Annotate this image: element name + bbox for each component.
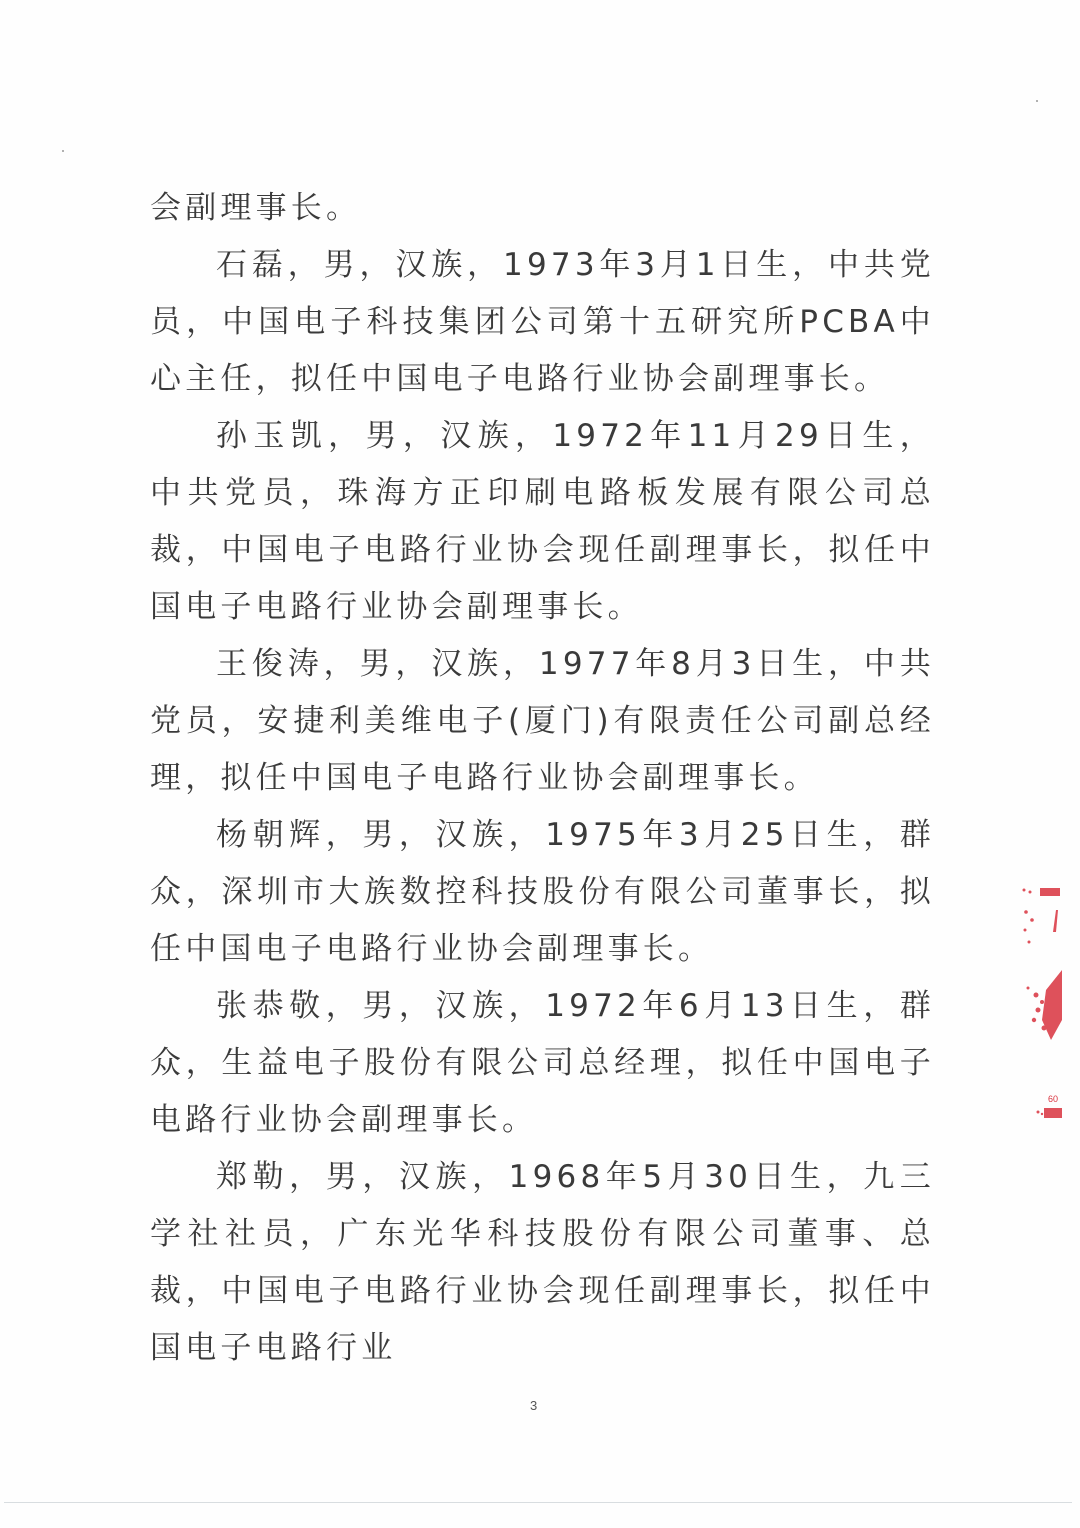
paragraph-wang-juntao: 王俊涛，男，汉族，1977年8月3日生，中共党员，安捷利美维电子(厦门)有限责任公司副总经理，拟任中国电子电路行业协会副理事长。 bbox=[150, 646, 935, 796]
paragraph-zheng-le: 郑勒，男，汉族，1968年5月30日生，九三学社社员，广东光华科技股份有限公司董事、总裁，中国电子电路行业协会现任副理事长，拟任中国电子电路行业 bbox=[150, 1159, 935, 1366]
paragraph-shi-lei: 石磊，男，汉族，1973年3月1日生，中共党员，中国电子科技集团公司第十五研究所PCBA中心主任，拟任中国电子电路行业协会副理事长。 bbox=[150, 247, 935, 397]
paragraph-yang-chaohui: 杨朝辉，男，汉族，1975年3月25日生，群众，深圳市大族数控科技股份有限公司董事长，拟任中国电子电路行业协会副理事长。 bbox=[150, 817, 935, 967]
paragraph-continuation: 会副理事长。 bbox=[150, 190, 362, 226]
page-number: 3 bbox=[530, 1398, 538, 1413]
scan-speck bbox=[1036, 100, 1038, 102]
paragraph-zhang-gongjing: 张恭敬，男，汉族，1972年6月13日生，群众，生益电子股份有限公司总经理，拟任中国电子电路行业协会副理事长。 bbox=[150, 988, 935, 1138]
scan-speck bbox=[62, 150, 64, 152]
svg-text:60: 60 bbox=[1048, 1094, 1059, 1104]
red-seal-fragment-icon bbox=[1016, 880, 1066, 1130]
paragraph-sun-yukai: 孙玉凯，男，汉族，1972年11月29日生，中共党员，珠海方正印刷电路板发展有限公司总裁，中国电子电路行业协会现任副理事长，拟任中国电子电路行业协会副理事长。 bbox=[150, 418, 935, 625]
document-body bbox=[150, 180, 935, 1377]
footer-rule bbox=[4, 1502, 1072, 1503]
